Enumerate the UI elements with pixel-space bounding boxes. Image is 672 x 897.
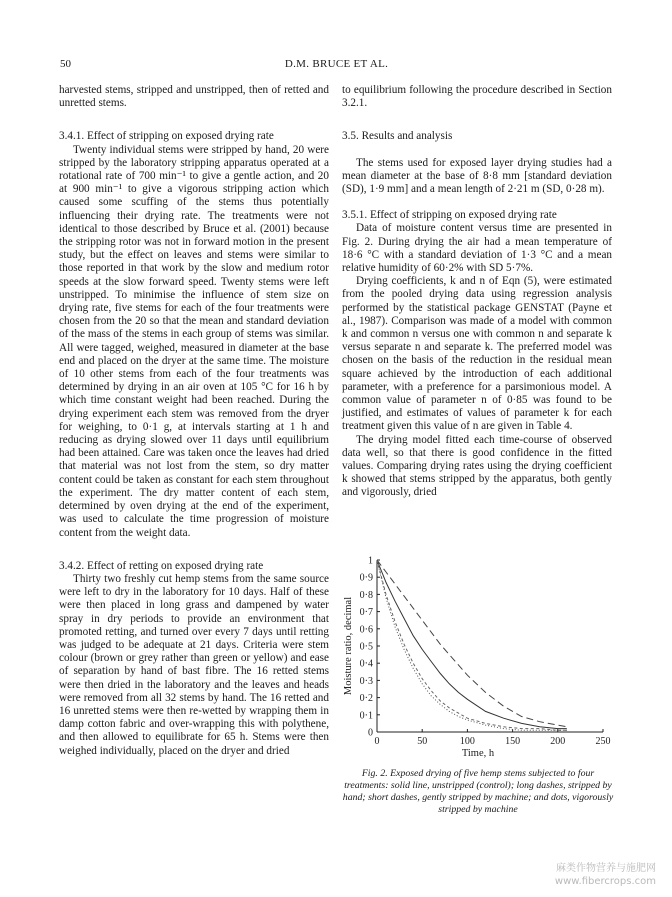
drying-chart (340, 548, 615, 759)
x-axis-label: Time, h (461, 748, 495, 759)
y-tick-label: 0 (368, 727, 373, 739)
section-3-4-2-text: Thirty two freshly cut hemp stems from the same source were left to dry in the laboratory for 10 days. Half of these were then placed in long grass and dampened by water spray in dry periods to provide an environment that promoted retting, and turned over every 7 days until retting was judged to be adequate at 21 days. Criteria were stem colour (brown or grey rather than green or yellow) and ease of separation by hand of bast fibre. The 16 retted stems were then dried in the laboratory and the leaves and heads were removed from all 32 stems by hand. The 16 retted and 16 unretted stems were then re-wetted by wrapping them in damp cotton fabric and over-wrapping this with polythene, and then allowed to equilibrate for 65 h. Stems were then weighed individually, placed on the dryer and dried (59, 572, 329, 757)
section-3-5-1-paragraph-3: The drying model fitted each time-course of observed data well, so that there is good confidence in the fitted values. Comparing drying rates using the drying coefficient k showed that stems stripped by the apparatus, both gently and vigorously, dried (342, 433, 612, 499)
section-3-4-2-title: 3.4.2. Effect of retting on exposed drying rate (59, 559, 264, 572)
y-tick-label: 1 (368, 555, 373, 567)
section-3-5-1-paragraph-1: Data of moisture content versus time are presented in Fig. 2. During drying the air had a mean temperature of 18·6 °C with a standard deviation of 1·3 °C and a mean relative humidity of 60·2% with SD 5·7%. (342, 222, 612, 275)
section-3-5-1-paragraph-2: Drying coefficients, k and n of Eqn (5), were estimated from the pooled drying data using regression analysis performed by the statistical package GENSTAT (Payne et al., 1987). Comparison was made of a model with common k and common n versus one with common n and separate k versus separate n and separate k. The preferred model was chosen on the basis of the reduction in the residual mean square achieved by the introduction of each additional parameter, with a preference for a parsimonious model. A common value of parameter n of 0·85 was found to be justified, and estimates of values of parameter k for each treatment given this value of n are given in Table 4. (342, 275, 612, 433)
watermark-line-2: www.fibercrops.com (554, 876, 656, 887)
y-tick-label: 0·9 (359, 572, 373, 584)
section-3-5-title: 3.5. Results and analysis (342, 130, 453, 143)
series-line-short-dash (377, 560, 567, 730)
y-tick-label: 0·6 (359, 624, 373, 636)
right-column (342, 84, 612, 500)
series-line-dotted (377, 560, 567, 730)
y-axis-label: Moisture ratio, decimal (343, 596, 354, 696)
page-header (60, 58, 613, 74)
section-3-5-1-title: 3.5.1. Effect of stripping on exposed drying rate (342, 209, 557, 222)
y-tick-label: 0·8 (359, 589, 373, 601)
section-3-4-1-title: 3.4.1. Effect of stripping on exposed drying rate (59, 130, 274, 143)
y-tick-label: 0·2 (359, 693, 373, 705)
section-3-5-text: The stems used for exposed layer drying studies had a mean diameter at the base of 8·8 mm [standard deviation (SD), 1·9 mm] and a mean length of 2·21 m (SD, 0·28 m). (342, 156, 612, 196)
x-tick-label: 0 (374, 736, 380, 747)
left-column (59, 84, 329, 758)
left-intro-paragraph: harvested stems, stripped and unstripped, then of retted and unretted stems. (59, 84, 329, 110)
y-tick-label: 0·5 (359, 641, 373, 653)
x-tick-label: 250 (595, 736, 611, 747)
y-tick-label: 0·3 (359, 675, 373, 687)
figure-2 (340, 548, 615, 759)
page-number: 50 (60, 58, 71, 70)
watermark-line-1: 麻类作物营养与施肥网 (556, 863, 656, 874)
x-tick-label: 150 (505, 736, 521, 747)
x-tick-label: 200 (550, 736, 566, 747)
y-tick-label: 0·1 (359, 710, 373, 722)
y-tick-label: 0·4 (359, 658, 373, 670)
y-tick-label: 0·7 (359, 607, 373, 619)
right-intro-paragraph: to equilibrium following the procedure described in Section 3.2.1. (342, 84, 612, 110)
watermark (555, 862, 656, 888)
series-line-solid (377, 560, 567, 729)
x-tick-label: 100 (459, 736, 475, 747)
running-head: D.M. BRUCE ET AL. (284, 58, 389, 70)
section-3-4-1-text: Twenty individual stems were stripped by hand, 20 were stripped by the laboratory stripping apparatus operated at a rotational rate of 700 min⁻¹ to give a gentle action, and 20 at 900 min⁻¹ to give a vigorous stripping action which caused some scuffing of the stems thus potentially influencing their drying rate. The treatments were not identical to those described by Bruce et al. (2001) because the stripping rotor was not in forward motion in the present study, but the effect on leaves and stems were similar to those reported in that work by the slow and medium rotor speeds at the slow forward speed. Twenty stems were left unstripped. To minimise the influence of stem size on drying rate, five stems for each of the four treatments were chosen from the 20 so that the mean and standard deviation of the mass of the stems in each group of stems was similar. All were tagged, weighed, measured in diameter at the base end and placed on the dryer at the same time. The moisture of 10 other stems from each of the four treatments was determined by drying in an air oven at 105 °C for 16 h by which time constant weight had been reached. During the drying experiment each stem was removed from the dryer for weighing, to 0·1 g, at intervals starting at 1 h and reducing as drying slowed over 11 days until equilibrium had been attained. Care was taken once the leaves had dried that material was not lost from the stem, so dry matter content could be taken as constant for each stem throughout the experiment. The dry matter content of each stem, determined by oven drying at the end of the experiment, was used to calculate the time progression of moisture content from the weight data. (59, 143, 329, 539)
figure-2-caption: Fig. 2. Exposed drying of five hemp stems subjected to four treatments: solid line, unstripped (control); long dashes, stripped by hand; short dashes, gently stripped by machine; and dots, vigorously stripped by machine (342, 768, 614, 815)
x-tick-label: 50 (417, 736, 428, 747)
